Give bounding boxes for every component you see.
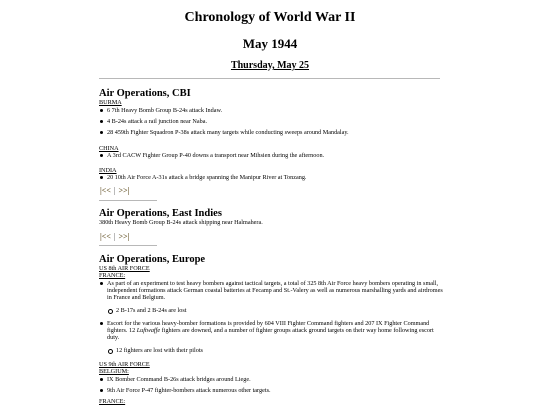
page-month: May 1944: [242, 36, 298, 51]
list-item: Escort for the various heavy-bomber formations is provided by 604 VIII Fighter Command fighters and 207 IX Fighter Command fighters. 12 Luftwaffe fighters are downed, and a number of fighter groups attack ground targets on their way home following escort duty.: [99, 320, 444, 341]
divider: [99, 245, 157, 246]
next-link[interactable]: >>|: [118, 232, 130, 241]
page-title: Chronology of World War II: [184, 10, 356, 25]
nav-separator: |: [113, 186, 116, 195]
nav-bar: [99, 232, 130, 241]
area-label-9th-af: US 9th AIR FORCE: [99, 361, 150, 368]
section-heading-europe: Air Operations, Europe: [99, 254, 206, 265]
section-heading-east-indies: Air Operations, East Indies: [99, 208, 222, 219]
list-item: 4 B-24s attack a rail junction near Naba.: [99, 118, 444, 125]
section-heading-cbi: Air Operations, CBI: [99, 88, 191, 99]
list-item: As part of an experiment to test heavy bombers against tactical targets, a total of 325 8th Air Force heavy bombers operating in small, independent formations attack German coastal batteries at Fecamp and St.-Valery as well as numerous marshalling yards and airdromes in France and Belgium.: [99, 280, 444, 301]
area-label-france: FRANCE:: [99, 272, 126, 279]
divider: [99, 78, 440, 79]
list-item: 6 7th Heavy Bomb Group B-24s attack Indaw.: [99, 107, 444, 114]
sub-list-item: 2 B-17s and 2 B-24s are lost: [108, 307, 438, 314]
area-label-belgium: BELGIUM:: [99, 368, 129, 375]
area-label-india: INDIA: [99, 167, 117, 174]
list-item: A 3rd CACW Fighter Group P-40 downs a transport near Mihsien during the afternoon.: [99, 152, 444, 159]
list-item: 20 10th Air Force A-31s attack a bridge spanning the Manipur River at Tonzang.: [99, 174, 444, 181]
next-link[interactable]: >>|: [118, 186, 130, 195]
page-date[interactable]: Thursday, May 25: [230, 60, 310, 71]
prev-link[interactable]: |<<: [100, 232, 111, 241]
area-label-8th-af: US 8th AIR FORCE: [99, 265, 150, 272]
area-label-china: CHINA: [99, 145, 119, 152]
divider: [99, 200, 157, 201]
section-text: 380th Heavy Bomb Group B-24s attack shipping near Halmahera.: [99, 219, 263, 226]
prev-link[interactable]: |<<: [100, 186, 111, 195]
list-item: IX Bomber Command B-26s attack bridges around Liege.: [99, 376, 444, 383]
area-label-france: FRANCE:: [99, 398, 126, 405]
sub-list-item: 12 fighters are lost with their pilots: [108, 347, 438, 354]
nav-bar: [99, 186, 130, 195]
list-item: 28 459th Fighter Squadron P-38s attack many targets while conducting sweeps around Mandalay.: [99, 129, 444, 136]
list-item: 9th Air Force P-47 fighter-bombers attack numerous other targets.: [99, 387, 444, 394]
nav-separator: |: [113, 232, 116, 241]
area-label-burma: BURMA: [99, 99, 122, 106]
